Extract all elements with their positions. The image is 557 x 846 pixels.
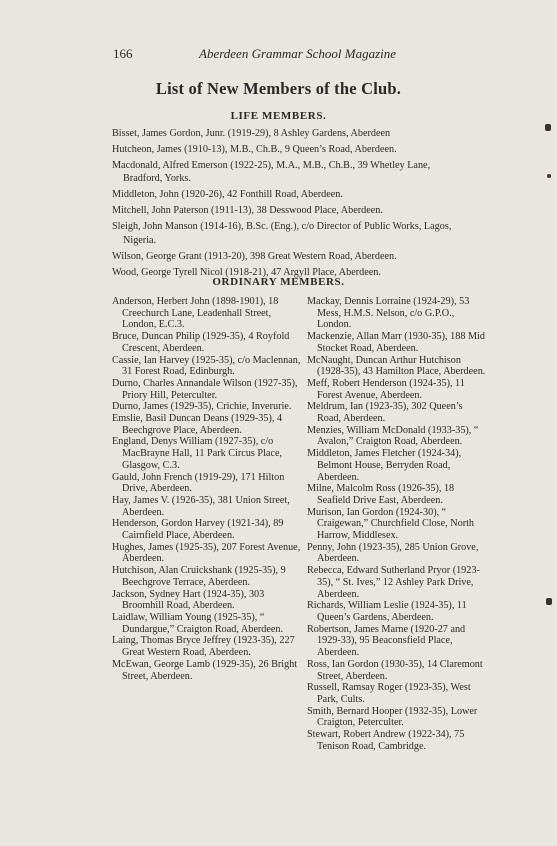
list-item: Richards, William Leslie (1924-35), 11 Queen’s Gardens, Aberdeen. — [307, 600, 467, 623]
list-item: Meff, Robert Henderson (1924-35), 11 Forest Avenue, Aberdeen. — [307, 377, 465, 401]
list-item: Mackay, Dennis Lorraine (1924-29), 53 Mess, H.M.S. Nelson, c/o G.P.O., London. — [307, 296, 470, 331]
list-item: Hughes, James (1925-35), 207 Forest Avenue, Aberdeen. — [112, 541, 301, 565]
page-title: List of New Members of the Club. — [155, 79, 402, 98]
list-item: Bruce, Duncan Philip (1929-35), 4 Royfold Crescent, Aberdeen. — [112, 331, 290, 354]
list-item: Mackenzie, Allan Marr (1930-35), 188 Mid Stocket Road, Aberdeen. — [307, 331, 485, 354]
list-item: Menzies, William McDonald (1933-35), “ Avalon,” Craigton Road, Aberdeen. — [307, 424, 479, 448]
list-item: Hutchison, Alan Cruickshank (1925-35), 9 Beechgrove Terrace, Aberdeen. — [112, 565, 286, 588]
life-members-heading: LIFE MEMBERS. — [230, 110, 327, 122]
ordinary-members-right-column — [307, 296, 487, 752]
list-item: Sleigh, John Manson (1914-16), B.Sc. (Eng.), c/o Director of Public Works, Lagos, Nigeria. — [112, 221, 452, 246]
life-members-list — [112, 127, 462, 282]
list-item: Middleton, James Fletcher (1924-34), Belmont House, Berryden Road, Aberdeen. — [307, 448, 462, 483]
list-item: Laidlaw, William Young (1925-35), “ Dundargue,” Craigton Road, Aberdeen. — [112, 611, 284, 635]
list-item: Wood, George Tyrell Nicol (1918-21), 47 Argyll Place, Aberdeen. — [112, 266, 381, 278]
list-item: Rebecca, Edward Sutherland Pryor (1923-35), “ St. Ives,” 12 Ashley Park Drive, Aberdeen. — [307, 565, 480, 600]
running-header — [113, 46, 443, 62]
list-item: McNaught, Duncan Arthur Hutchison (1928-35), 43 Hamilton Place, Aberdeen. — [307, 354, 486, 378]
list-item: Emslie, Basil Duncan Deans (1929-35), 4 Beechgrove Place, Aberdeen. — [112, 413, 283, 436]
list-item: Durno, James (1929-35), Crichie, Inverurie. — [112, 401, 292, 413]
list-item: Gauld, John French (1919-29), 171 Hilton Drive, Aberdeen. — [112, 471, 285, 495]
ordinary-members-heading: ORDINARY MEMBERS. — [212, 276, 345, 288]
list-item: Middleton, John (1920-26), 42 Fonthill Road, Aberdeen. — [112, 189, 343, 201]
list-item: Laing, Thomas Bryce Jeffrey (1923-35), 227 Great Western Road, Aberdeen. — [112, 635, 295, 659]
list-item: Mitchell, John Paterson (1911-13), 38 Desswood Place, Aberdeen. — [112, 205, 383, 217]
list-item: Cassie, Ian Harvey (1925-35), c/o Maclennan, 31 Forest Road, Edinburgh. — [112, 354, 301, 378]
ordinary-members-left-column — [112, 296, 302, 682]
list-item: Henderson, Gordon Harvey (1921-34), 89 Cairnfield Place, Aberdeen. — [112, 518, 284, 542]
list-item: Anderson, Herbert John (1898-1901), 18 Creechurch Lane, Leadenhall Street, London, E.C.3. — [112, 296, 279, 331]
list-item: Milne, Malcolm Ross (1926-35), 18 Seafield Drive East, Aberdeen. — [307, 483, 455, 506]
list-item: Macdonald, Alfred Emerson (1922-25), M.A., M.B., Ch.B., 39 Whetley Lane, Bradford, Yorks. — [112, 160, 431, 185]
list-item: Ross, Ian Gordon (1930-35), 14 Claremont Street, Aberdeen. — [307, 658, 483, 682]
list-item: Robertson, James Marne (1920-27 and 1929-33), 95 Beaconsfield Place, Aberdeen. — [307, 623, 466, 659]
list-item: Bisset, James Gordon, Junr. (1919-29), 8 Ashley Gardens, Aberdeen — [112, 128, 391, 139]
list-item: Hay, James V. (1926-35), 381 Union Street, Aberdeen. — [112, 494, 290, 518]
list-item: Russell, Ramsay Roger (1923-35), West Park, Cults. — [307, 682, 471, 705]
list-item: Smith, Bernard Hooper (1932-35), Lower Craigton, Peterculter. — [307, 705, 478, 729]
list-item: Durno, Charles Annandale Wilson (1927-35), Priory Hill, Peterculter. — [112, 377, 298, 401]
list-item: Meldrum, Ian (1923-35), 302 Queen’s Road, Aberdeen. — [307, 401, 463, 425]
list-item: England, Denys William (1927-35), c/o MacBrayne Hall, 11 Park Circus Place, Glasgow, C.3. — [112, 436, 283, 471]
running-title: Aberdeen Grammar School Magazine — [199, 46, 397, 61]
binding-mark — [547, 174, 551, 178]
list-item: Jackson, Sydney Hart (1924-35), 303 Broomhill Road, Aberdeen. — [112, 588, 265, 612]
list-item: Stewart, Robert Andrew (1922-34), 75 Tenison Road, Cambridge. — [307, 729, 465, 752]
binding-mark — [545, 124, 551, 131]
list-item: Wilson, George Grant (1913-20), 398 Great Western Road, Aberdeen. — [112, 250, 397, 262]
list-item: Murison, Ian Gordon (1924-30), “ Craigewan,” Churchfield Close, North Harrow, Middlesex. — [307, 506, 475, 542]
list-item: McEwan, George Lamb (1929-35), 26 Bright Street, Aberdeen. — [112, 658, 298, 682]
list-item: Penny, John (1923-35), 285 Union Grove, Aberdeen. — [307, 541, 479, 565]
binding-mark — [546, 598, 552, 605]
list-item: Hutcheon, James (1910-13), M.B., Ch.B., 9 Queen’s Road, Aberdeen. — [112, 144, 397, 155]
page-number: 166 — [113, 46, 133, 61]
